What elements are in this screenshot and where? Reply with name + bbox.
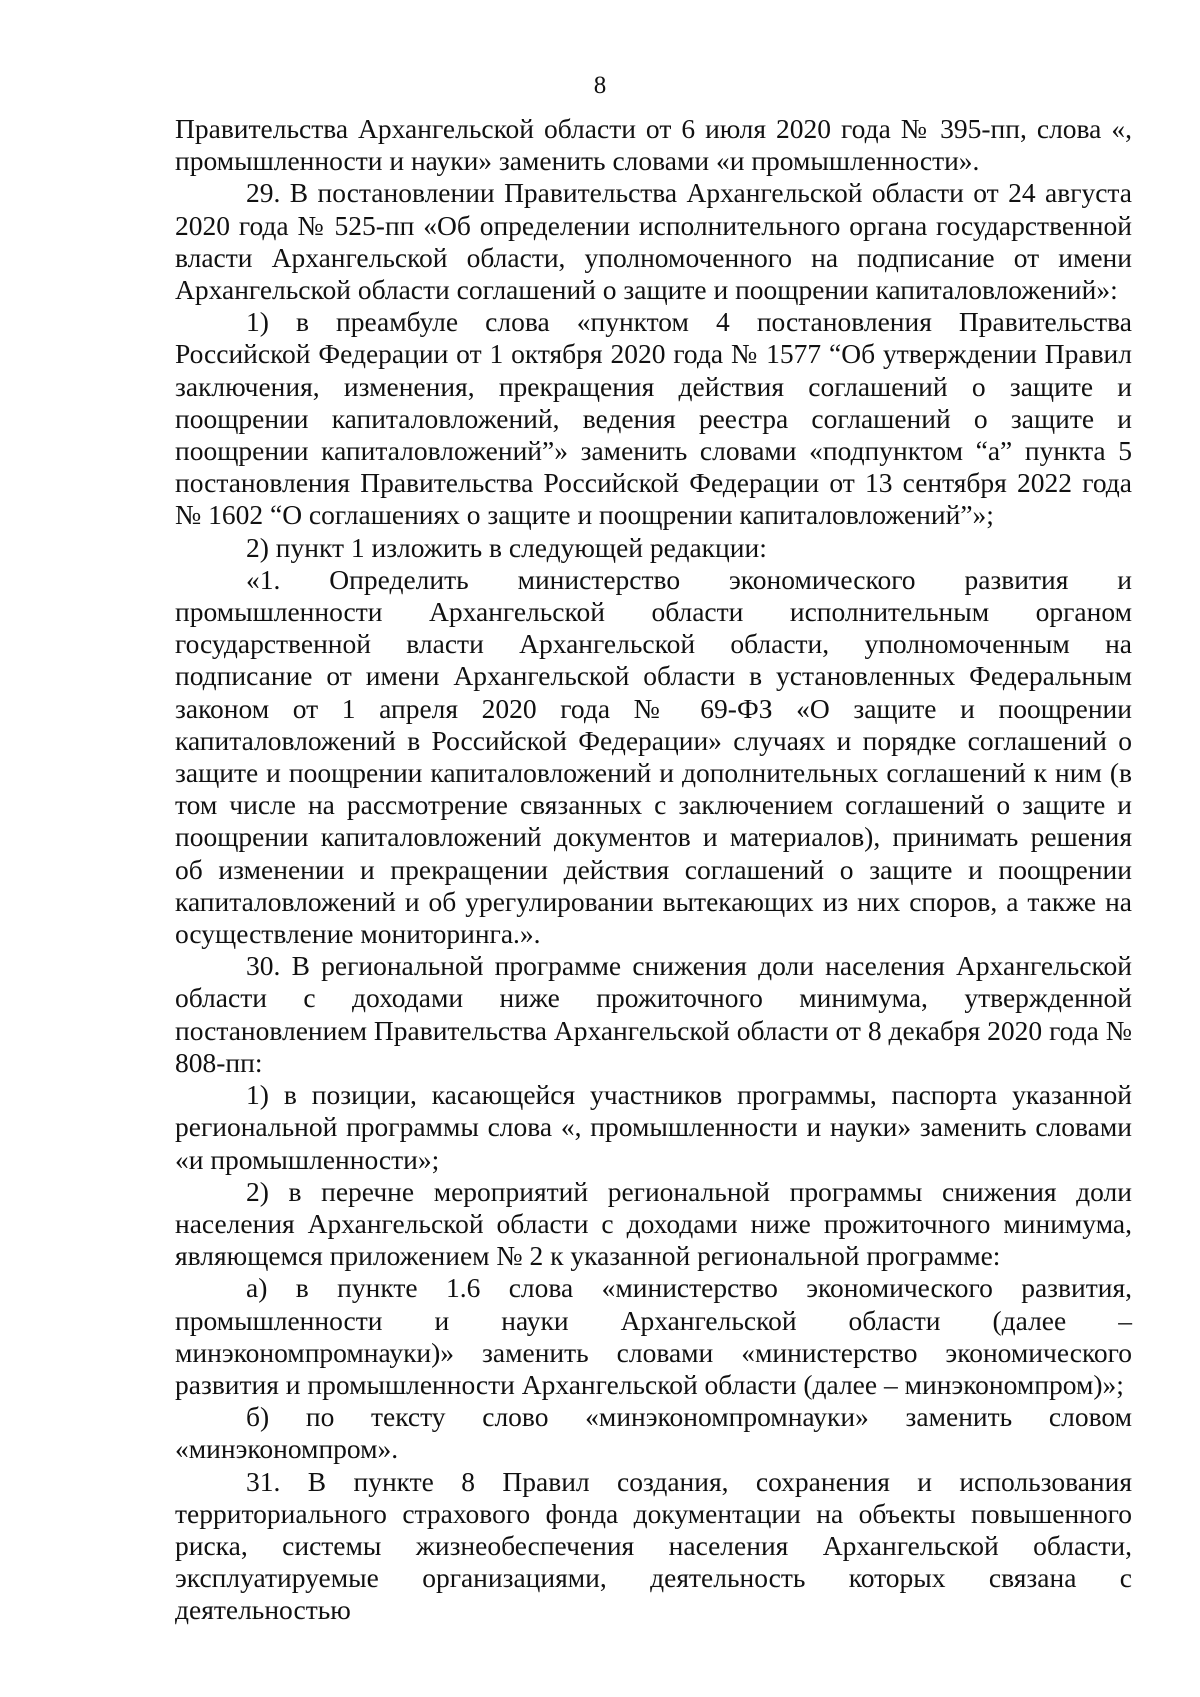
paragraph-item-29-1: 1) в преамбуле слова «пунктом 4 постановления Правительства Российской Федерации от 1 октября 2020 года № 1577 “Об утверждении Правил заключения, изменения, прекращения действия соглашений о защите и поощрении капиталовложений, ведения реестра соглашений о защите и поощрении капиталовложений”» заменить словами «подпунктом “а” пункта 5 постановления Правительства Российской Федерации от 13 сентября 2022 года № 1602 “О соглашениях о защите и поощрении капиталовложений”»;	[175, 306, 1132, 531]
paragraph-continuation: Правительства Архангельской области от 6 июля 2020 года № 395-пп, слова «, промышленности и науки» заменить словами «и промышленности».	[175, 113, 1132, 177]
paragraph-item-29: 29. В постановлении Правительства Архангельской области от 24 августа 2020 года № 525-пп «Об определении исполнительного органа государственной власти Архангельской области, уполномоченного на подписание от имени Архангельской области соглашений о защите и поощрении капиталовложений»:	[175, 177, 1132, 306]
paragraph-item-30: 30. В региональной программе снижения доли населения Архангельской области с доходами ниже прожиточного минимума, утвержденной постановлением Правительства Архангельской области от 8 декабря 2020 года № 808-пп:	[175, 950, 1132, 1078]
paragraph-item-31: 31. В пункте 8 Правил создания, сохранения и использования территориального страхового фонда документации на объекты повышенного риска, системы жизнеобеспечения населения Архангельской области, эксплуатируемые организациями, деятельность которых связана с деятельностью	[175, 1465, 1132, 1626]
paragraph-quoted-clause-1: «1. Определить министерство экономического развития и промышленности Архангельской области исполнительным органом государственной власти Архангельской области, уполномоченным на подписание от имени Архангельской области в установленных Федеральным законом от 1 апреля 2020 года № 69-ФЗ «О защите и поощрении капиталовложений в Российской Федерации» случаях и порядке соглашений о защите и поощрении капиталовложений и дополнительных соглашений к ним (в том числе на рассмотрение связанных с заключением соглашений о защите и поощрении капиталовложений документов и материалов), принимать решения об изменении и прекращении действия соглашений о защите и поощрении капиталовложений и об урегулировании вытекающих из них споров, а также на осуществление мониторинга.».	[175, 563, 1132, 950]
paragraph-item-30-1: 1) в позиции, касающейся участников программы, паспорта указанной региональной программы слова «, промышленности и науки» заменить словами «и промышленности»;	[175, 1079, 1132, 1175]
paragraph-item-30-2-a: а) в пункте 1.6 слова «министерство экономического развития, промышленности и науки Архангельской области (далее – минэкономпромнауки)» заменить словами «министерство экономического развития и промышленности Архангельской области (далее – минэкономпром)»;	[175, 1272, 1132, 1400]
page-number: 8	[593, 72, 607, 99]
document-body	[175, 113, 1132, 1627]
paragraph-item-29-2: 2) пункт 1 изложить в следующей редакции:	[246, 531, 767, 563]
paragraph-item-30-2: 2) в перечне мероприятий региональной программы снижения доли населения Архангельской области с доходами ниже прожиточного минимума, являющемся приложением № 2 к указанной региональной программе:	[175, 1175, 1132, 1272]
paragraph-item-30-2-b: б) по тексту слово «минэкономпромнауки» заменить словом «минэкономпром».	[175, 1401, 1132, 1465]
